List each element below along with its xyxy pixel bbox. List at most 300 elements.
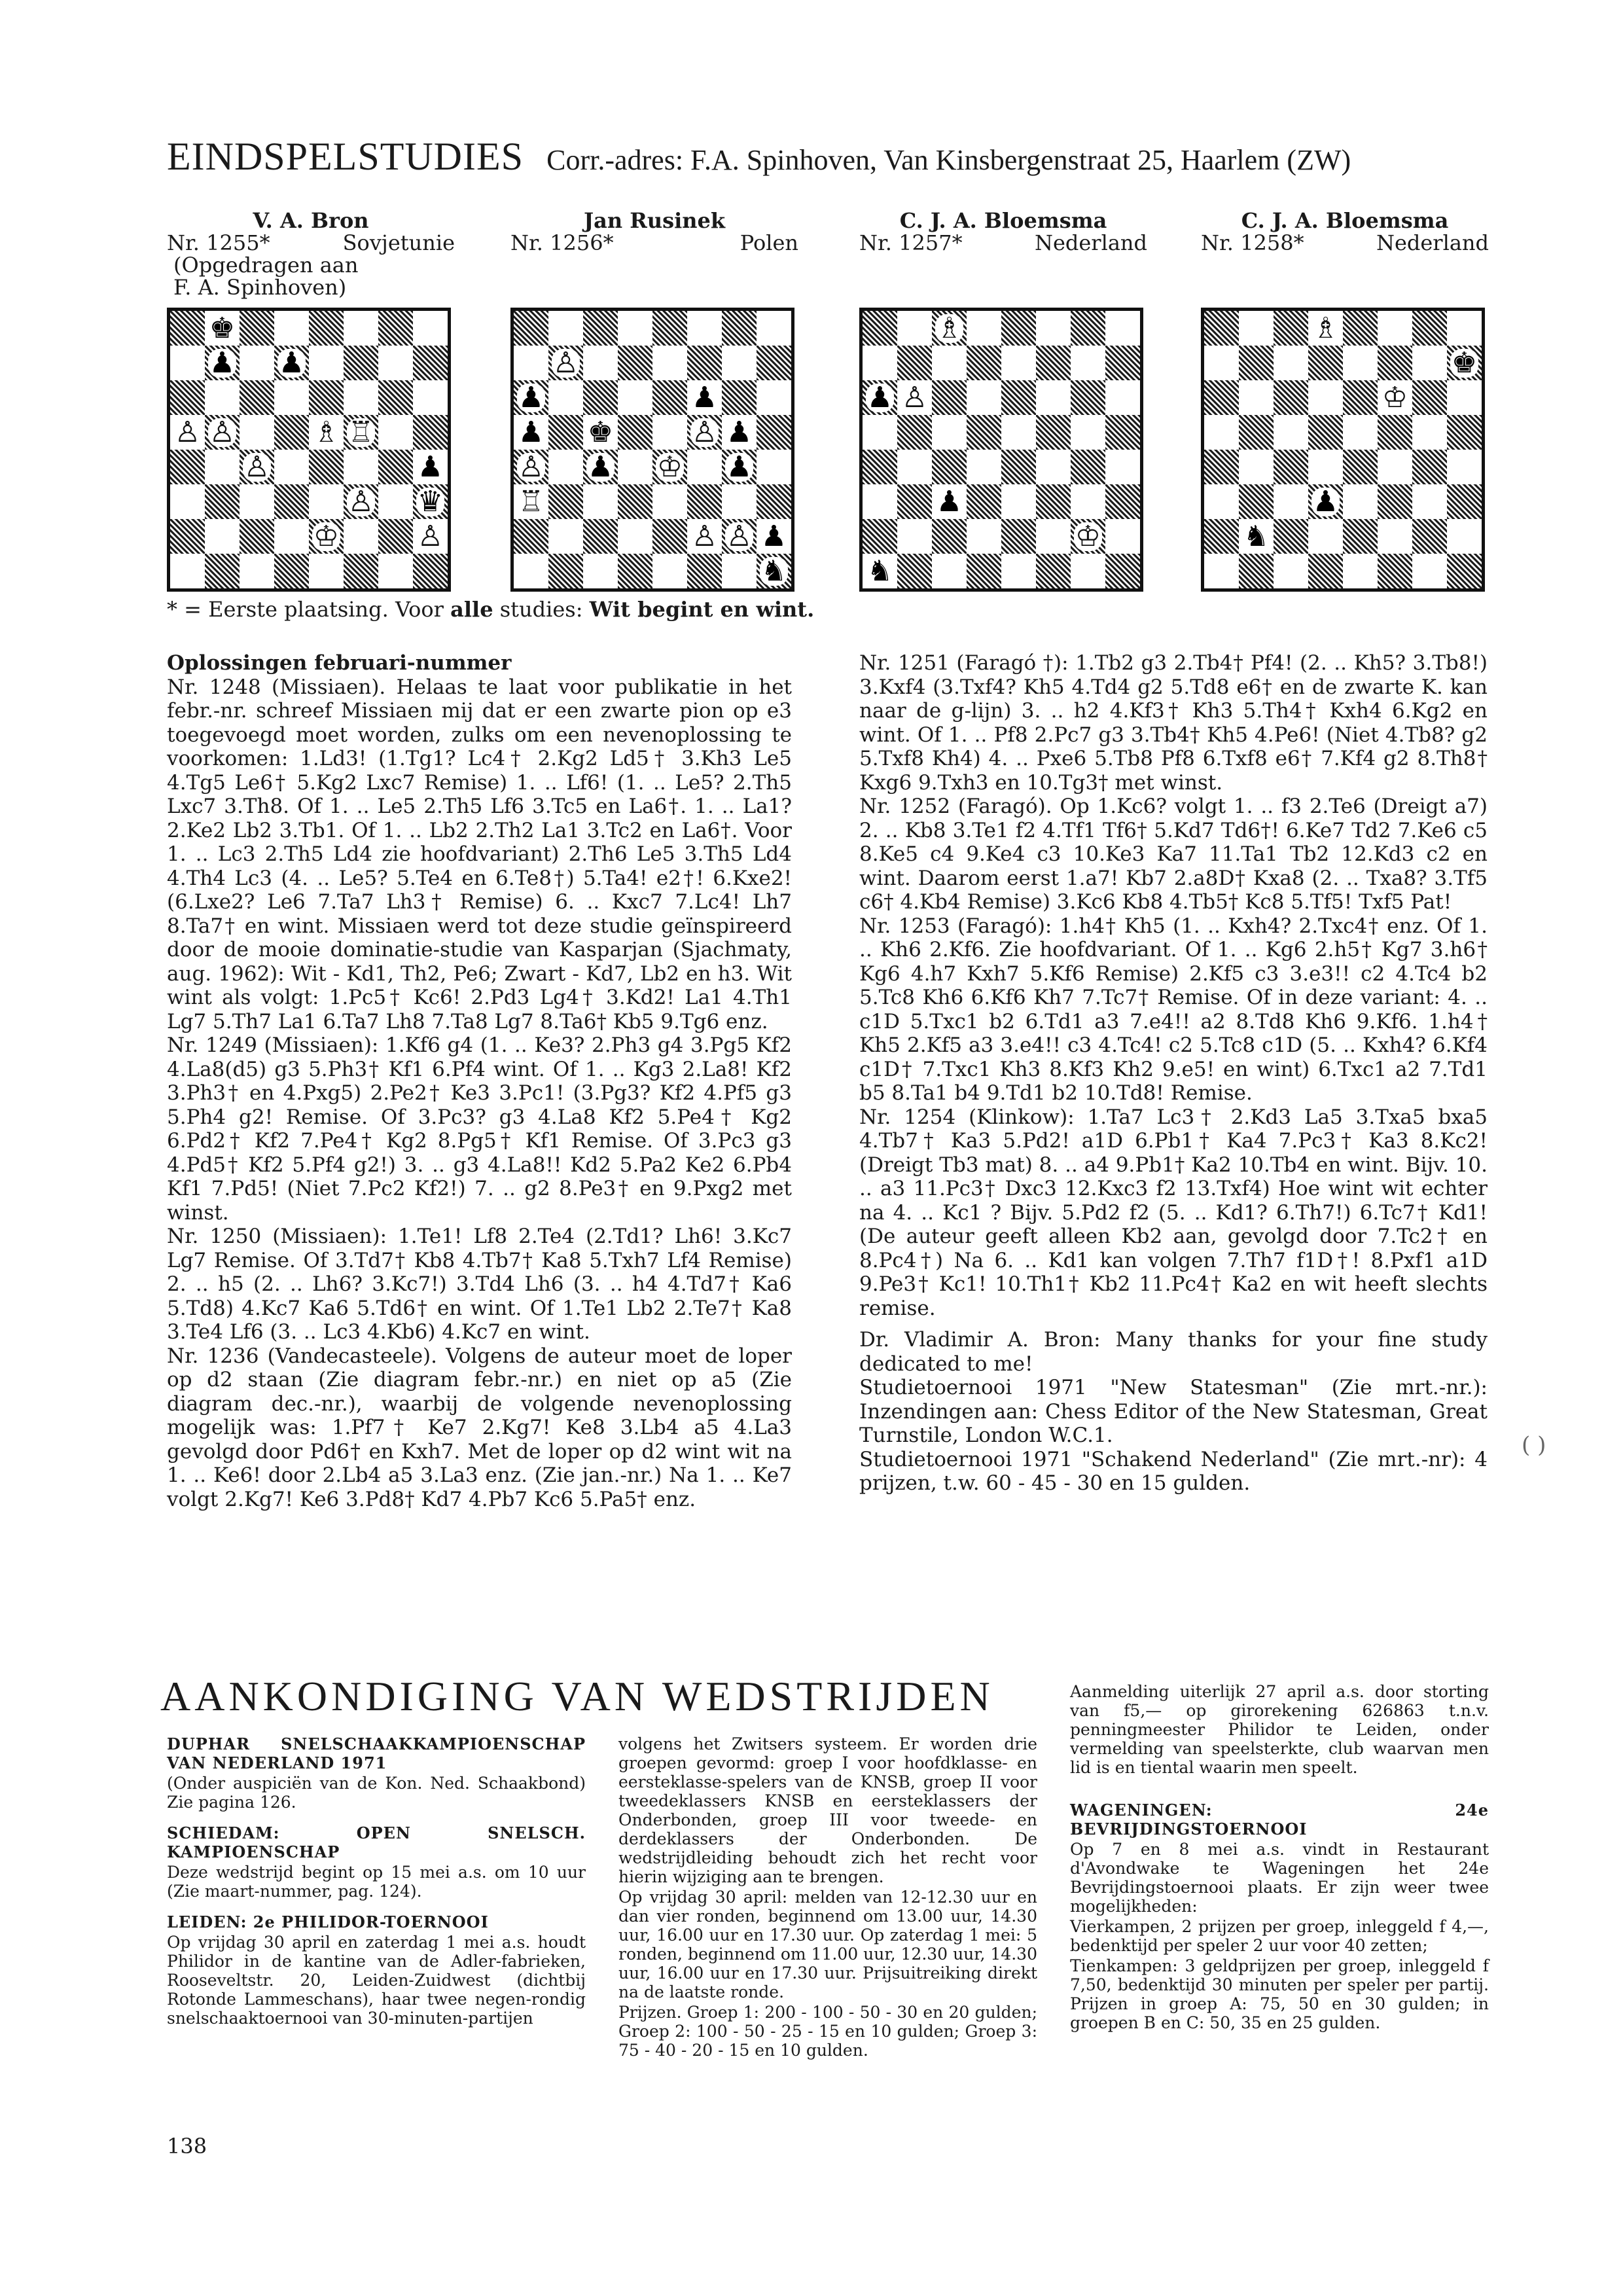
- board-square-f6: [1036, 380, 1071, 415]
- black-piece-icon: ♟: [866, 380, 893, 414]
- board-square-a5: [863, 415, 897, 450]
- board-square-d1: [1308, 554, 1343, 588]
- legend-text: * = Eerste plaatsing. Voor: [167, 597, 451, 622]
- board-square-b5: [897, 415, 932, 450]
- black-piece-icon: ♟: [587, 450, 614, 484]
- board-square-g4: [378, 450, 413, 484]
- board-square-h2: [413, 519, 448, 554]
- announcement-text: Op vrijdag 30 april en zaterdag 1 mei a.s. houdt Philidor in de kantine van de Adler-fabrieken, Rooseveltstr. 20, Leiden-Zuidwest (dichtbij Rotonde Lammeschans), haar twee negen-rondig snelschaaktoernooi van 30-minuten-partijen: [167, 1933, 586, 2028]
- board-square-f3: [687, 484, 722, 519]
- board-square-c7: [932, 346, 967, 380]
- board-square-a5: [170, 415, 205, 450]
- board-square-d7: [967, 346, 1001, 380]
- board-square-b4: [548, 450, 583, 484]
- board-square-d5: [274, 415, 309, 450]
- study-number: Nr. 1257*: [859, 230, 963, 255]
- board-square-b8: [548, 311, 583, 346]
- board-square-a7: [863, 346, 897, 380]
- board-square-d4: [1308, 450, 1343, 484]
- board-square-a5: [1204, 415, 1239, 450]
- board-square-g1: [1071, 554, 1105, 588]
- board-square-e4: [1343, 450, 1378, 484]
- board-square-f5: [344, 415, 378, 450]
- board-square-b3: [548, 484, 583, 519]
- white-piece-icon: ♙: [209, 415, 236, 449]
- board-square-c3: [1274, 484, 1308, 519]
- black-piece-icon: ♞: [760, 554, 787, 588]
- board-square-g3: [1412, 484, 1447, 519]
- announcement-caption: SCHIEDAM: OPEN SNELSCH. KAMPIOENSCHAP: [167, 1823, 586, 1861]
- board-square-g6: [1071, 380, 1105, 415]
- board-square-a3: [1204, 484, 1239, 519]
- board-square-c5: [1274, 415, 1308, 450]
- study-number: Nr. 1256*: [510, 230, 614, 255]
- board-square-a8: [1204, 311, 1239, 346]
- board-square-a6: [514, 380, 548, 415]
- board-square-f5: [687, 415, 722, 450]
- board-square-e5: [309, 415, 344, 450]
- board-square-c7: [240, 346, 274, 380]
- board-square-e2: [652, 519, 687, 554]
- board-square-c8: [583, 311, 618, 346]
- black-piece-icon: ♟: [278, 346, 305, 380]
- board-square-a2: [863, 519, 897, 554]
- board-square-h5: [413, 415, 448, 450]
- board-square-g6: [378, 380, 413, 415]
- board-square-h8: [1105, 311, 1140, 346]
- board-square-e2: [1001, 519, 1036, 554]
- board-square-c6: [932, 380, 967, 415]
- announcement-caption: WAGENINGEN: 24e BEVRIJDINGSTOERNOOI: [1070, 1801, 1489, 1839]
- board-square-c4: [240, 450, 274, 484]
- section-title: EINDSPELSTUDIES: [167, 135, 524, 178]
- board-square-g1: [722, 554, 757, 588]
- board-square-c2: [932, 519, 967, 554]
- board-square-e3: [309, 484, 344, 519]
- board-square-d5: [618, 415, 652, 450]
- board-square-b5: [205, 415, 240, 450]
- board-square-d4: [967, 450, 1001, 484]
- board-square-a2: [170, 519, 205, 554]
- board-square-e8: [1001, 311, 1036, 346]
- board-square-c1: [240, 554, 274, 588]
- study-number: Nr. 1258*: [1201, 230, 1304, 255]
- white-piece-icon: ♙: [901, 380, 928, 414]
- board-square-c1: [583, 554, 618, 588]
- black-piece-icon: ♟: [726, 415, 753, 449]
- white-piece-icon: ♙: [348, 484, 374, 518]
- board-square-c6: [583, 380, 618, 415]
- board-square-f2: [687, 519, 722, 554]
- board-square-g8: [378, 311, 413, 346]
- board-square-f4: [1378, 450, 1412, 484]
- board-square-g7: [378, 346, 413, 380]
- board-square-g1: [378, 554, 413, 588]
- white-piece-icon: ♙: [552, 346, 579, 380]
- board-square-g7: [722, 346, 757, 380]
- board-square-h3: [757, 484, 791, 519]
- board-square-e8: [652, 311, 687, 346]
- black-piece-icon: ♚: [587, 415, 614, 449]
- board-square-h4: [413, 450, 448, 484]
- announcement-text: (Onder auspiciën van de Kon. Ned. Schaakbond) Zie pagina 126.: [167, 1774, 586, 1812]
- board-square-f1: [687, 554, 722, 588]
- board-square-h7: [757, 346, 791, 380]
- board-square-d1: [967, 554, 1001, 588]
- board-square-e1: [652, 554, 687, 588]
- board-square-c8: [932, 311, 967, 346]
- board-square-f1: [344, 554, 378, 588]
- board-square-d8: [274, 311, 309, 346]
- board-square-b7: [548, 346, 583, 380]
- board-square-g3: [722, 484, 757, 519]
- chess-diagram-1258: [1201, 308, 1485, 592]
- board-square-a4: [1204, 450, 1239, 484]
- board-square-f3: [344, 484, 378, 519]
- announcement-text: Prijzen. Groep 1: 200 - 100 - 50 - 30 en 20 gulden; Groep 2: 100 - 50 - 25 - 15 en 10 gulden; Groep 3: 75 - 40 - 20 - 15 en 10 gulden.: [618, 2003, 1037, 2060]
- board-square-c2: [1274, 519, 1308, 554]
- black-piece-icon: ♚: [209, 311, 236, 345]
- legend-text: studies:: [493, 597, 590, 622]
- board-square-h5: [1447, 415, 1482, 450]
- white-piece-icon: ♗: [313, 415, 340, 449]
- study-number: Nr. 1255*: [167, 230, 270, 255]
- white-piece-icon: ♗: [936, 311, 963, 345]
- board-square-b3: [897, 484, 932, 519]
- board-square-b4: [897, 450, 932, 484]
- board-square-e8: [309, 311, 344, 346]
- board-square-b6: [1239, 380, 1274, 415]
- board-square-a4: [863, 450, 897, 484]
- announcement-text: Tienkampen: 3 geldprijzen per groep, inleggeld f 7,50, bedenktijd 30 minuten per speler per partij. Prijzen in groep A: 75, 50 en 30 gulden; in groepen B en C: 50, 35 en 25 gulden.: [1070, 1956, 1489, 2032]
- chess-diagram-1257: [859, 308, 1143, 592]
- board-square-a4: [170, 450, 205, 484]
- board-square-b4: [1239, 450, 1274, 484]
- white-piece-icon: ♙: [174, 415, 201, 449]
- board-square-d7: [618, 346, 652, 380]
- board-square-c3: [583, 484, 618, 519]
- board-square-f4: [1036, 450, 1071, 484]
- board-square-d6: [967, 380, 1001, 415]
- board-square-g5: [1412, 415, 1447, 450]
- board-square-g4: [1412, 450, 1447, 484]
- study-author: C. J. A. Bloemsma: [1241, 208, 1449, 233]
- study-author: V. A. Bron: [253, 208, 369, 233]
- board-square-e4: [309, 450, 344, 484]
- board-square-g5: [378, 415, 413, 450]
- white-piece-icon: ♔: [1075, 519, 1101, 553]
- board-square-d3: [618, 484, 652, 519]
- board-square-g2: [1412, 519, 1447, 554]
- board-square-c6: [240, 380, 274, 415]
- board-square-b7: [897, 346, 932, 380]
- board-square-a3: [170, 484, 205, 519]
- board-square-c4: [932, 450, 967, 484]
- white-piece-icon: ♔: [313, 519, 340, 553]
- board-square-h1: [1105, 554, 1140, 588]
- study-caption-1257: [859, 209, 1147, 254]
- board-square-h1: [1447, 554, 1482, 588]
- board-square-b6: [548, 380, 583, 415]
- board-square-a5: [514, 415, 548, 450]
- board-square-h7: [413, 346, 448, 380]
- black-piece-icon: ♟: [518, 415, 544, 449]
- board-square-e3: [1343, 484, 1378, 519]
- board-square-b3: [205, 484, 240, 519]
- board-square-c3: [240, 484, 274, 519]
- board-square-g4: [1071, 450, 1105, 484]
- board-square-f2: [1036, 519, 1071, 554]
- board-square-c7: [1274, 346, 1308, 380]
- board-square-c5: [240, 415, 274, 450]
- board-square-g3: [1071, 484, 1105, 519]
- board-square-h8: [413, 311, 448, 346]
- solutions-heading: Oplossingen februari-nummer: [167, 651, 512, 675]
- board-square-g2: [378, 519, 413, 554]
- board-square-f8: [687, 311, 722, 346]
- announcement-text: Deze wedstrijd begint op 15 mei a.s. om 10 uur (Zie maart-nummer, pag. 124).: [167, 1863, 586, 1901]
- tournament-note: Studietoernooi 1971 "New Statesman" (Zie mrt.-nr.): Inzendingen aan: Chess Editor of the New Statesman, Great Turnstile, London W.C.1.: [859, 1376, 1488, 1447]
- board-square-e6: [1001, 380, 1036, 415]
- black-piece-icon: ♟: [1312, 484, 1339, 518]
- board-square-d4: [618, 450, 652, 484]
- board-square-g8: [722, 311, 757, 346]
- study-caption-1258: [1201, 209, 1489, 254]
- white-piece-icon: ♖: [348, 415, 374, 449]
- diagram-legend: [167, 597, 814, 622]
- board-square-d2: [618, 519, 652, 554]
- board-square-g5: [722, 415, 757, 450]
- board-square-e1: [309, 554, 344, 588]
- board-square-e3: [652, 484, 687, 519]
- board-square-g8: [1071, 311, 1105, 346]
- board-square-e1: [1001, 554, 1036, 588]
- board-square-f6: [687, 380, 722, 415]
- board-square-d3: [967, 484, 1001, 519]
- board-square-e4: [1001, 450, 1036, 484]
- board-square-f2: [1378, 519, 1412, 554]
- white-piece-icon: ♙: [243, 450, 270, 484]
- announcement-text: Aanmelding uiterlijk 27 april a.s. door storting van f5,— op girorekening 626863 t.n.v. penningmeester Philidor te Leiden, onder vermelding van speelsterkte, club waarvan men lid is en tiental waarin men speelt.: [1070, 1682, 1489, 1777]
- board-square-b5: [1239, 415, 1274, 450]
- board-square-h6: [1105, 380, 1140, 415]
- board-square-f8: [1378, 311, 1412, 346]
- board-square-f7: [1378, 346, 1412, 380]
- board-square-a4: [514, 450, 548, 484]
- board-square-e4: [652, 450, 687, 484]
- board-square-d8: [1308, 311, 1343, 346]
- black-piece-icon: ♟: [209, 346, 236, 380]
- black-piece-icon: ♟: [691, 380, 718, 414]
- board-square-a1: [863, 554, 897, 588]
- board-square-d6: [1308, 380, 1343, 415]
- board-square-a8: [863, 311, 897, 346]
- board-square-b3: [1239, 484, 1274, 519]
- black-piece-icon: ♞: [866, 554, 893, 588]
- announcements-column-3: [1070, 1682, 1489, 2034]
- board-square-e1: [1343, 554, 1378, 588]
- study-dedication-line: (Opgedragen aan: [173, 253, 359, 278]
- board-square-b1: [1239, 554, 1274, 588]
- board-square-a1: [1204, 554, 1239, 588]
- board-square-e2: [1343, 519, 1378, 554]
- board-square-g1: [1412, 554, 1447, 588]
- board-square-g5: [1071, 415, 1105, 450]
- board-square-e8: [1343, 311, 1378, 346]
- board-square-d1: [618, 554, 652, 588]
- board-square-a1: [170, 554, 205, 588]
- board-square-e6: [309, 380, 344, 415]
- board-square-b5: [548, 415, 583, 450]
- board-square-d2: [274, 519, 309, 554]
- board-square-f4: [687, 450, 722, 484]
- board-square-a6: [1204, 380, 1239, 415]
- chess-diagram-1255: [167, 308, 451, 592]
- board-square-d1: [274, 554, 309, 588]
- board-square-f3: [1378, 484, 1412, 519]
- board-square-f8: [1036, 311, 1071, 346]
- board-square-a3: [863, 484, 897, 519]
- board-square-a3: [514, 484, 548, 519]
- correspondence-address: Corr.-adres: F.A. Spinhoven, Van Kinsbergenstraat 25, Haarlem (ZW): [546, 144, 1351, 176]
- board-square-g4: [722, 450, 757, 484]
- board-square-a7: [1204, 346, 1239, 380]
- solution-paragraph: Nr. 1236 (Vandecasteele). Volgens de auteur moet de loper op d2 staan (Zie diagram febr.-nr.) en niet op a5 (Zie diagram dec.-nr.), waarbij de volgende nevenoplossing mogelijk was: 1.Pf7† Ke7 2.Kg7! Ke8 3.Lb4 a5 4.La3 gevolgd door Pd6† en Kxh7. Met de loper op d2 wint wit na 1. .. Ke6! door 2.Lb4 a5 3.La3 enz. (Zie jan.-nr.) Na 1. .. Ke7 volgt 2.Kg7! Ke6 3.Pd8† Kd7 4.Pb7 Kc6 5.Pa5† enz.: [167, 1344, 792, 1511]
- board-square-b8: [205, 311, 240, 346]
- solution-paragraph: Nr. 1250 (Missiaen): 1.Te1! Lf8 2.Te4 (2.Td1? Lh6! 3.Kc7 Lg7 Remise. Of 3.Td7† Kb8 4.Tb7† Ka8 5.Txh7 Lf4 Remise) 2. .. h5 (2. .. Lh6? 3.Kc7!) 3.Td4 Lh6 (3. .. h4 4.Td7† Ka6 5.Td8) 4.Kc7 Ka6 5.Td6† en wint. Of 1.Te1 Lb2 2.Te7† Ka8 3.Te4 Lf6 (3. .. Lc3 4.Kb6) 4.Kc7 en wint.: [167, 1225, 792, 1344]
- board-square-d3: [1308, 484, 1343, 519]
- board-square-d7: [274, 346, 309, 380]
- board-square-g8: [1412, 311, 1447, 346]
- board-square-h6: [413, 380, 448, 415]
- board-square-b7: [1239, 346, 1274, 380]
- board-square-c8: [240, 311, 274, 346]
- white-piece-icon: ♙: [691, 519, 718, 553]
- board-square-h7: [1447, 346, 1482, 380]
- board-square-g2: [1071, 519, 1105, 554]
- black-piece-icon: ♟: [726, 450, 753, 484]
- announcement-text: Vierkampen, 2 prijzen per groep, inleggeld f 4,—, bedenktijd per speler 2 uur voor 40 zetten;: [1070, 1917, 1489, 1955]
- board-square-e5: [1001, 415, 1036, 450]
- white-piece-icon: ♙: [417, 519, 444, 553]
- board-square-d7: [1308, 346, 1343, 380]
- board-square-h3: [413, 484, 448, 519]
- margin-mark: ( ): [1522, 1432, 1546, 1458]
- board-square-e6: [652, 380, 687, 415]
- study-author: C. J. A. Bloemsma: [899, 208, 1107, 233]
- board-square-h6: [757, 380, 791, 415]
- board-square-f5: [1036, 415, 1071, 450]
- board-square-b2: [1239, 519, 1274, 554]
- board-square-b6: [897, 380, 932, 415]
- bron-note: Dr. Vladimir A. Bron: Many thanks for your fine study dedicated to me!: [859, 1328, 1488, 1376]
- board-square-f7: [1036, 346, 1071, 380]
- board-square-g7: [1071, 346, 1105, 380]
- board-square-a6: [863, 380, 897, 415]
- solution-paragraph: Nr. 1254 (Klinkow): 1.Ta7 Lc3† 2.Kd3 La5 3.Txa5 bxa5 4.Tb7† Ka3 5.Pd2! a1D 6.Pb1† Ka4 7.Pc3† Ka3 8.Kc2! (Dreigt Tb3 mat) 8. .. a4 9.Pb1† Ka2 10.Tb4 en wint. Bijv. 10. .. a3 11.Pc3† Dxc3 12.Kxc3 f2 13.Txf4) Hoe wint wit echter na 4. .. Kc1 ? Bijv. 5.Pd2 f2 (5. .. Kd1? 6.Th7!) 6.Tc7† Kd1! (De auteur geeft alleen Kb2 aan, gevolgd door 7.Tc2† en 8.Pc4†) Na 6. .. Kd1 kan volgen 7.Th7 f1D†! 8.Pxf1 a1D 9.Pe3† Kc1! 10.Th1† Kb2 11.Pc4† Ka2 en wit heeft slechts remise.: [859, 1105, 1488, 1320]
- board-square-a1: [514, 554, 548, 588]
- board-square-d2: [1308, 519, 1343, 554]
- board-square-h4: [1105, 450, 1140, 484]
- white-piece-icon: ♙: [726, 519, 753, 553]
- board-square-h7: [1105, 346, 1140, 380]
- board-square-a7: [170, 346, 205, 380]
- board-square-a6: [170, 380, 205, 415]
- announcement-caption: DUPHAR SNELSCHAAKKAMPIOENSCHAP VAN NEDERLAND 1971: [167, 1734, 586, 1772]
- chess-diagram-1256: [510, 308, 794, 592]
- announcement-text: volgens het Zwitsers systeem. Er worden drie groepen gevormd: groep I voor hoofdklasse- en eersteklasse-spelers van de KNSB, groep II voor tweedeklassers KNSB en eersteklassers der Onderbonden, groep III voor tweede- en derdeklassers der Onderbonden. De wedstrijdleiding behoudt zich het recht voor hierin wijziging aan te brengen.: [618, 1734, 1037, 1886]
- black-piece-icon: ♚: [1451, 346, 1478, 380]
- board-square-a8: [514, 311, 548, 346]
- board-square-h4: [757, 450, 791, 484]
- board-square-f3: [1036, 484, 1071, 519]
- board-square-d5: [967, 415, 1001, 450]
- board-square-d2: [967, 519, 1001, 554]
- board-square-e2: [309, 519, 344, 554]
- board-square-e7: [652, 346, 687, 380]
- black-piece-icon: ♞: [1243, 519, 1270, 553]
- solution-paragraph: Nr. 1253 (Faragó): 1.h4† Kh5 (1. .. Kxh4? 2.Txc4† enz. Of 1. .. Kh6 2.Kf6. Zie hoofdvariant. Of 1. .. Kg6 2.h5† Kg7 3.h6† Kg6 4.h7 Kxh7 5.Kf6 Remise) 2.Kf5 c3 3.e3!! c2 4.Tc4 b2 5.Tc8 Kh6 6.Kf6 Kh7 7.Tc7† Remise. Of in deze variant: 4. .. c1D 5.Txc1 b2 6.Td1 a3 7.e4!! a2 8.Td8 Kh6 9.Kf6. 1.h4† Kh5 2.Kf5 a3 3.e4!! c3 4.Tc4! c2 5.Tc8 c1D (5. .. Kxh4? 6.Kf4 c1D† 7.Txc1 Kh3 8.Kf3 Kh2 9.e5! en wint) 6.Txc1 a2 7.Td1 b5 8.Ta1 b4 9.Td1 b2 10.Td8! Remise.: [859, 914, 1488, 1105]
- board-square-b1: [897, 554, 932, 588]
- board-square-a8: [170, 311, 205, 346]
- white-piece-icon: ♙: [518, 450, 544, 484]
- board-square-e6: [1343, 380, 1378, 415]
- study-caption-1256: [510, 209, 798, 254]
- board-square-h4: [1447, 450, 1482, 484]
- announcements-column-1: [167, 1734, 586, 2029]
- board-square-b2: [897, 519, 932, 554]
- page-header: [167, 134, 1495, 193]
- board-square-a7: [514, 346, 548, 380]
- board-square-h6: [1447, 380, 1482, 415]
- board-square-d5: [1308, 415, 1343, 450]
- board-square-h2: [757, 519, 791, 554]
- board-square-h8: [1447, 311, 1482, 346]
- board-square-b1: [548, 554, 583, 588]
- board-square-e5: [652, 415, 687, 450]
- study-country: Sovjetunie: [342, 230, 455, 255]
- board-square-h2: [1105, 519, 1140, 554]
- board-square-b7: [205, 346, 240, 380]
- white-piece-icon: ♔: [656, 450, 683, 484]
- board-square-a2: [1204, 519, 1239, 554]
- board-square-b8: [1239, 311, 1274, 346]
- board-square-b2: [548, 519, 583, 554]
- black-piece-icon: ♟: [417, 450, 444, 484]
- board-square-f7: [687, 346, 722, 380]
- board-square-b8: [897, 311, 932, 346]
- announcement-caption: LEIDEN: 2e PHILIDOR-TOERNOOI: [167, 1912, 489, 1931]
- board-square-b2: [205, 519, 240, 554]
- solution-paragraph: Nr. 1249 (Missiaen): 1.Kf6 g4 (1. .. Ke3? 2.Ph3 g4 3.Pg5 Kf2 4.La8(d5) g3 5.Ph3† Kf1 6.Pf4 wint. Of 1. .. Kg3 2.La8! Kf2 3.Ph3† en 4.Pxg5) 2.Pe2† Ke3 3.Pc1! (3.Pg3? Kf2 4.Pf5 g3 5.Ph4 g2! Remise. Of 3.Pc3? g3 4.La8 Kf2 5.Pe4† Kg2 6.Pd2† Kf2 7.Pe4† Kg2 8.Pg5† Kf1 Remise. Of 3.Pc3 g3 4.Pd5† Kf2 5.Pf4 g2!) 3. .. g3 4.La8!! Kd2 5.Pa2 Ke2 6.Pb4 Kf1 7.Pd5! (Niet 7.Pc2 Kf2!) 7. .. g2 8.Pe3† en 9.Pxg2 met winst.: [167, 1033, 792, 1225]
- study-country: Nederland: [1034, 230, 1147, 255]
- board-square-h5: [1105, 415, 1140, 450]
- board-square-d8: [618, 311, 652, 346]
- board-square-d8: [967, 311, 1001, 346]
- board-square-d6: [618, 380, 652, 415]
- board-square-b6: [205, 380, 240, 415]
- black-piece-icon: ♟: [518, 380, 544, 414]
- board-square-f6: [344, 380, 378, 415]
- solutions-left-column: [167, 651, 792, 1511]
- announcements-title: AANKONDIGING VAN WEDSTRIJDEN: [160, 1673, 994, 1719]
- board-square-c4: [583, 450, 618, 484]
- white-piece-icon: ♖: [518, 484, 544, 518]
- board-square-c8: [1274, 311, 1308, 346]
- board-square-g7: [1412, 346, 1447, 380]
- legend-bold: Wit begint en wint.: [589, 597, 815, 622]
- legend-bold: alle: [450, 597, 493, 622]
